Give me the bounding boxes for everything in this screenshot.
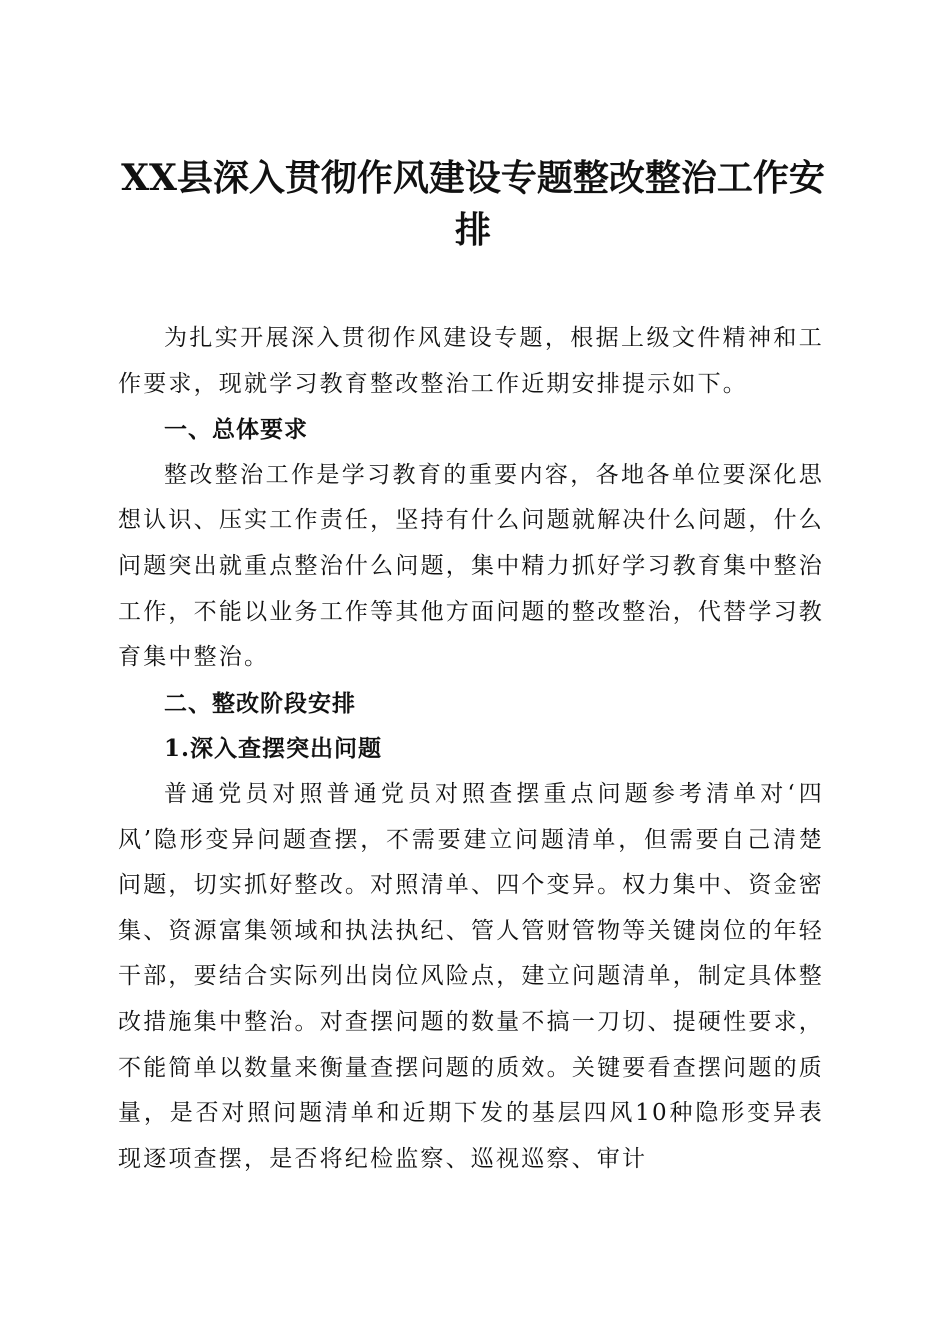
document-title: XX县深入贯彻作风建设专题整改整治工作安排 (121, 157, 825, 251)
subsection-heading-find-problems: 1.深入查摆突出问题 (164, 735, 383, 763)
section-heading-overall-requirements: 一、总体要求 (164, 416, 308, 444)
subsection-find-problems-paragraph: 普通党员对照普通党员对照查摆重点问题参考清单对‘四风’隐形变异问题查摆，不需要建立问题清单，但需要自己清楚问题，切实抓好整改。对照清单、四个变异。权力集中、资金密集、资源富集领域和执法执纪、管人管财管物等关键岗位的年轻干部，要结合实际列出岗位风险点，建立问题清单，制定具体整改措施集中整治。对查摆问题的数量不搞一刀切、提硬性要求，不能简单以数量来衡量查摆问题的质效。关键要看查摆问题的质量，是否对照问题清单和近期下发的基层四风10种隐形变异表现逐项查摆，是否将纪检监察、巡视巡察、审计 (118, 780, 824, 1172)
section-overall-requirements-paragraph: 整改整治工作是学习教育的重要内容，各地各单位要深化思想认识、压实工作责任，坚持有什么问题就解决什么问题，什么问题突出就重点整治什么问题，集中精力抓好学习教育集中整治工作，不能以业务工作等其他方面问题的整改整治，代替学习教育集中整治。 (118, 461, 824, 671)
document-body (118, 316, 824, 1182)
section-heading-rectification-stages: 二、整改阶段安排 (164, 689, 356, 717)
intro-paragraph: 为扎实开展深入贯彻作风建设专题，根据上级文件精神和工作要求，现就学习教育整改整治工作近期安排提示如下。 (118, 325, 824, 397)
